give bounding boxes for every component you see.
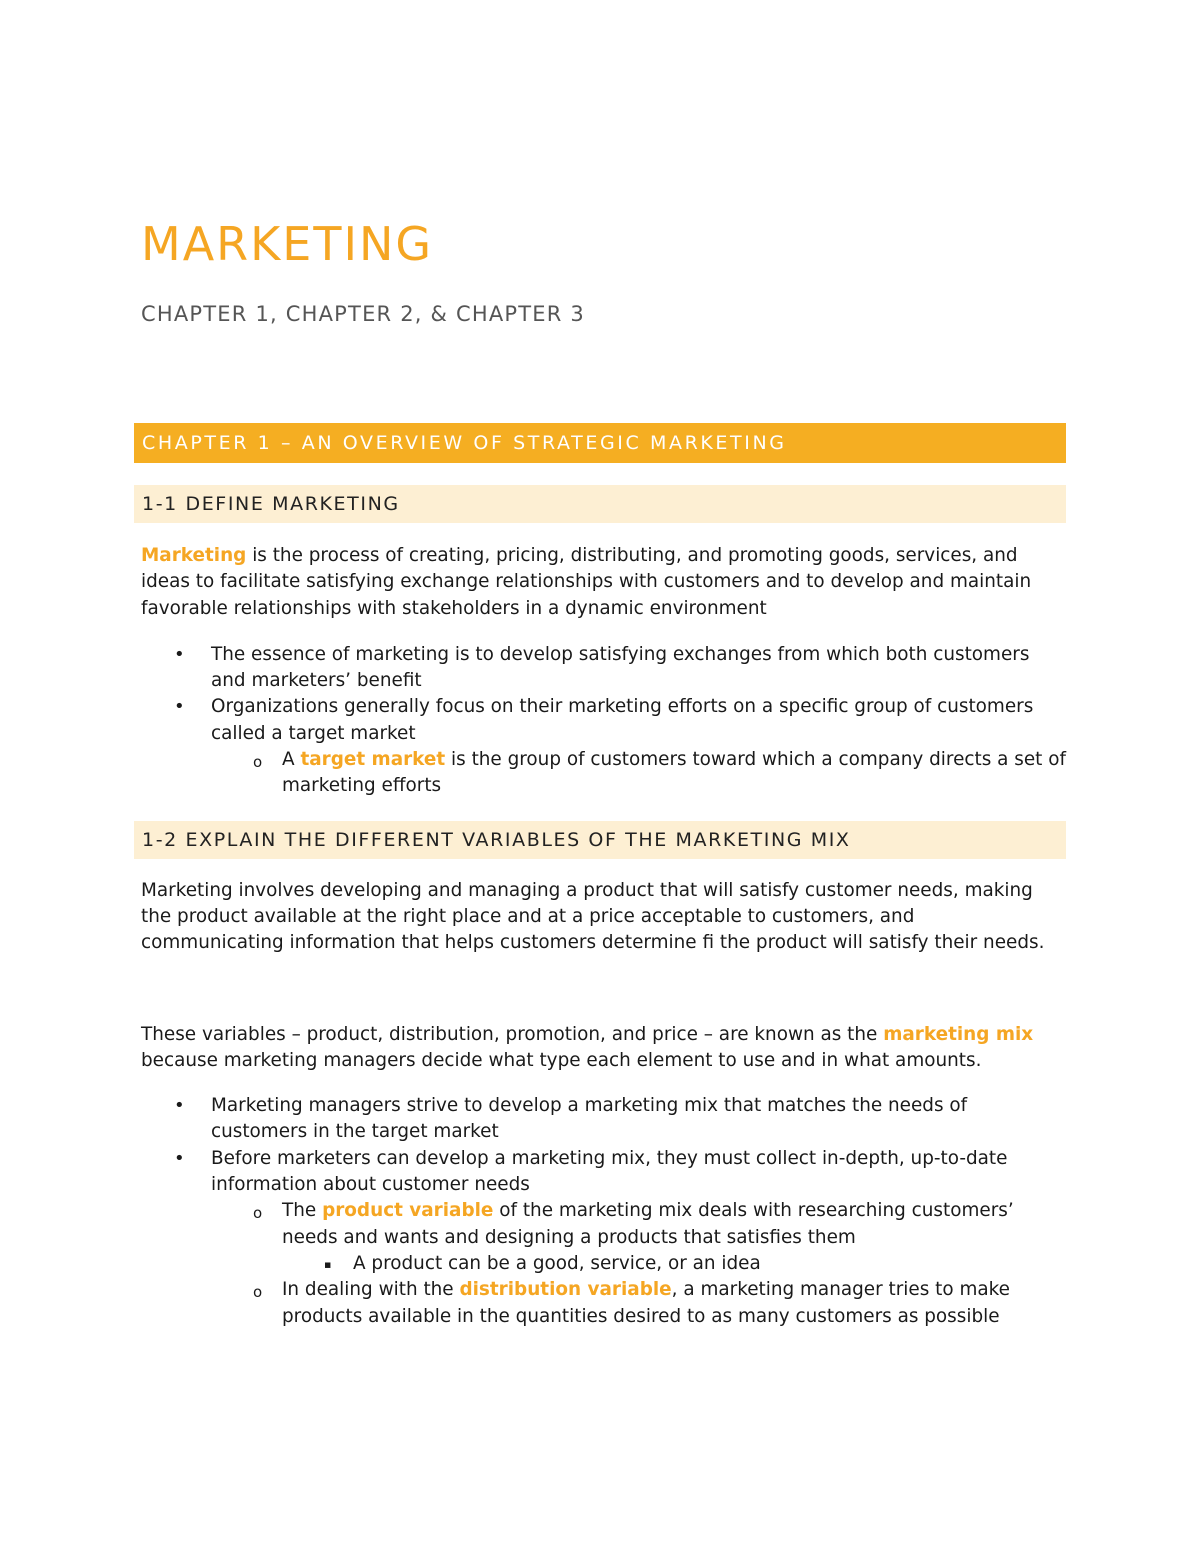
sub-list-item <box>211 1277 1066 1330</box>
sub-item-text-post: of the marketing mix deals with researching customers’ needs and wants and designing a products that satisfies them <box>282 1200 1014 1248</box>
list-item <box>134 642 1066 695</box>
term-product-variable: product variable <box>322 1200 494 1222</box>
chapter-1-heading: CHAPTER 1 – AN OVERVIEW OF STRATEGIC MARKETING <box>134 423 1066 463</box>
sub-sub-item-text: A product can be a good, service, or an idea <box>353 1252 761 1274</box>
sub-list <box>140 1198 1066 1329</box>
definition-text: is the process of creating, pricing, distributing, and promoting goods, services, and ideas to facilitate satisfying exchange relationships with customers and to develop and maintain favorable relationships with stakeholders in a dynamic environment <box>141 545 1032 619</box>
sub-item-text-pre: In dealing with the <box>282 1279 460 1301</box>
bullet-marker: • <box>174 643 185 665</box>
section-1-2-list <box>134 1093 1066 1330</box>
sub-bullet-marker: o <box>253 753 263 772</box>
section-1-2-heading: 1-2 EXPLAIN THE DIFFERENT VARIABLES OF THE MARKETING MIX <box>134 821 1066 859</box>
document-body <box>134 423 1066 1330</box>
list-item <box>134 694 1066 799</box>
document-title: MARKETING <box>141 217 434 271</box>
list-item <box>134 1093 1066 1146</box>
bullet-marker: • <box>174 696 185 718</box>
list-item-text: The essence of marketing is to develop satisfying exchanges from which both customers and marketers’ benefit <box>211 643 1030 692</box>
sub-bullet-marker: o <box>253 1204 263 1223</box>
paragraph-text-pre: These variables – product, distribution, promotion, and price – are known as the <box>141 1023 884 1045</box>
sub-item-text-post: is the group of customers toward which a company directs a set of marketing efforts <box>282 749 1066 797</box>
section-1-1-list <box>134 642 1066 800</box>
term-distribution-variable: distribution variable <box>459 1279 672 1301</box>
marketing-mix-definition <box>134 1022 1066 1075</box>
term-marketing: Marketing <box>141 545 247 566</box>
section-1-1-heading: 1-1 DEFINE MARKETING <box>134 485 1066 523</box>
bullet-marker: • <box>174 1095 185 1117</box>
term-target-market: target market <box>300 749 446 771</box>
list-item-text: Organizations generally focus on their marketing efforts on a specific group of customers called a target market <box>211 696 1034 744</box>
term-marketing-mix: marketing mix <box>883 1023 1034 1045</box>
marketing-definition <box>134 543 1066 622</box>
sub-list-item <box>211 1198 1066 1277</box>
sub-bullet-marker: o <box>253 1283 263 1302</box>
list-item-text: Marketing managers strive to develop a marketing mix that matches the needs of customers in the target market <box>211 1095 968 1143</box>
document-subtitle: CHAPTER 1, CHAPTER 2, & CHAPTER 3 <box>141 302 585 326</box>
sub-sub-list <box>282 1251 1066 1277</box>
marketing-mix-intro: Marketing involves developing and managing a product that will satisfy customer needs, making the product available at the right place and at a price acceptable to customers, and communicating information that helps customers determine fi the product will satisfy their needs. <box>141 879 1045 954</box>
sub-item-text-pre: A <box>282 749 301 771</box>
sub-sub-list-item <box>282 1251 1066 1277</box>
square-bullet-marker: ▪ <box>324 1257 332 1271</box>
list-item <box>134 1146 1066 1330</box>
sub-item-text-pre: The <box>282 1200 323 1222</box>
paragraph-text-post: because marketing managers decide what type each element to use and in what amounts. <box>141 1049 982 1071</box>
list-item-text: Before marketers can develop a marketing mix, they must collect in-depth, up-to-date information about customer needs <box>211 1147 1008 1196</box>
sub-item-text-post: , a marketing manager tries to make products available in the quantities desired to as many customers as possible <box>282 1279 1010 1327</box>
sub-list <box>140 747 1066 800</box>
bullet-marker: • <box>174 1147 185 1169</box>
sub-list-item <box>211 747 1066 800</box>
